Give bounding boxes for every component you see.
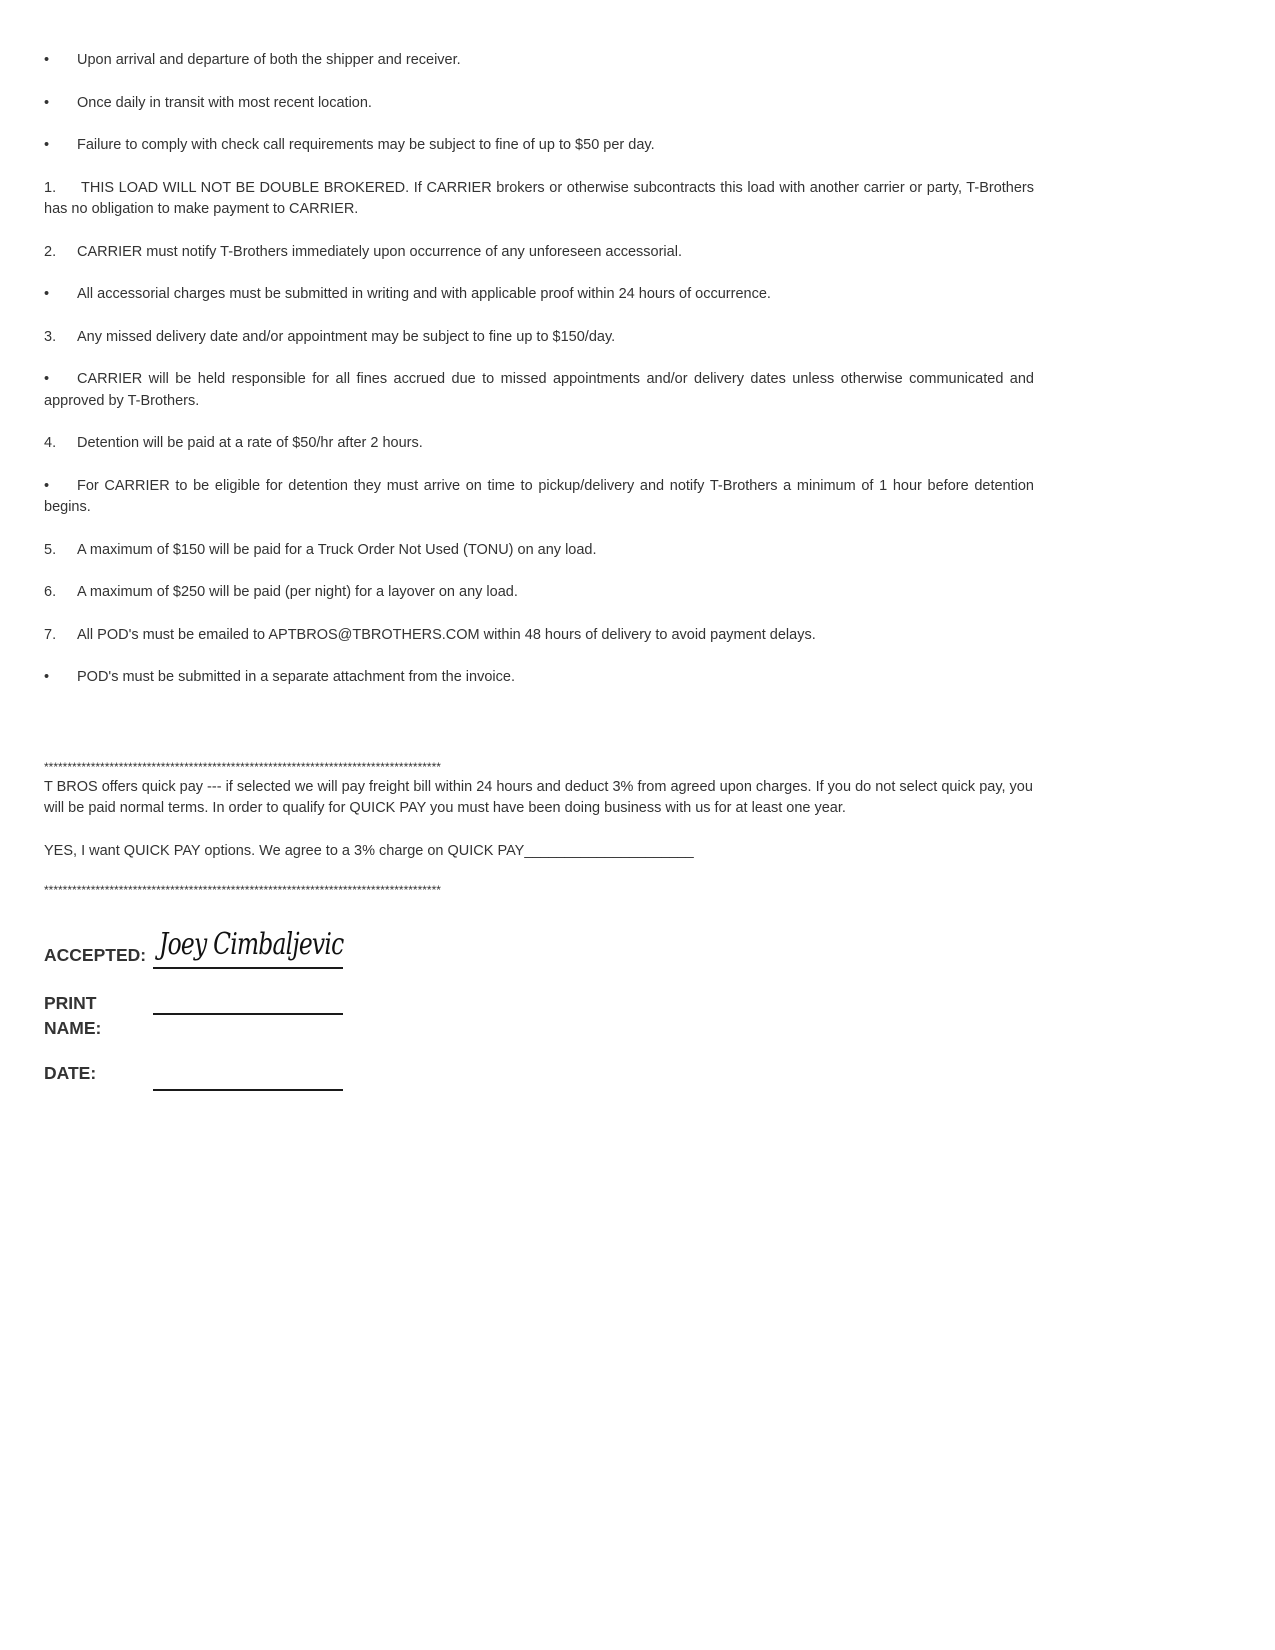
list-item-text: Upon arrival and departure of both the shipper and receiver.: [77, 52, 461, 68]
print-name-label-line1: PRINT: [44, 993, 97, 1013]
date-row: [44, 1055, 1034, 1095]
list-item-text: A maximum of $250 will be paid (per night) for a layover on any load.: [77, 584, 518, 600]
list-item: [44, 178, 1034, 221]
print-name-label: [44, 991, 124, 1041]
list-item-text: A maximum of $150 will be paid for a Truck Order Not Used (TONU) on any load.: [77, 541, 597, 558]
list-item-text: Detention will be paid at a rate of $50/hr after 2 hours.: [77, 435, 423, 451]
acceptance-block: [44, 927, 1034, 1095]
list-item: [44, 433, 1034, 455]
accepted-label: ACCEPTED:: [44, 945, 147, 965]
list-item: [44, 284, 1034, 306]
quick-pay-description: T BROS offers quick pay --- if selected we will pay freight bill within 24 hours and deduct 3% from agreed upon charges. If you do not select quick pay, you will be paid normal terms. In order to qualify for QUICK PAY you must have been doing business with us for at least one year.: [44, 778, 1033, 816]
list-marker: 3.: [44, 328, 57, 345]
list-marker: 6.: [44, 584, 57, 600]
signature: Joey Cimbaljevic: [159, 927, 344, 962]
list-marker: •: [44, 669, 50, 685]
list-item: [44, 327, 1034, 349]
list-marker: 4.: [44, 435, 57, 451]
list-marker: 5.: [44, 541, 57, 558]
quick-pay-yes-option: YES, I want QUICK PAY options. We agree to a 3% charge on QUICK PAY_____________________: [44, 842, 694, 859]
list-item-text: THIS LOAD WILL NOT BE DOUBLE BROKERED. If CARRIER brokers or otherwise subcontracts this load with another carrier or party, T-Brothers has no obligation to make payment to CARRIER.: [44, 179, 1034, 217]
date-line[interactable]: [153, 1089, 343, 1091]
divider-stars-bottom: *************************************************************************************: [44, 883, 441, 897]
list-item-text: Once daily in transit with most recent location.: [77, 94, 372, 111]
list-item: [44, 93, 1034, 115]
list-marker: •: [44, 286, 50, 302]
list-item-text: For CARRIER to be eligible for detention they must arrive on time to pickup/delivery and notify T-Brothers a minimum of 1 hour before detention begins.: [44, 477, 1034, 515]
print-name-label-line2: NAME:: [44, 1018, 102, 1038]
list-marker: 7.: [44, 626, 57, 643]
list-item: [44, 476, 1034, 519]
list-marker: •: [44, 477, 50, 494]
list-marker: •: [44, 94, 50, 111]
list-marker: •: [44, 137, 50, 153]
list-item: [44, 50, 1034, 72]
list-item-text: POD's must be submitted in a separate attachment from the invoice.: [77, 669, 515, 685]
print-name-line[interactable]: [153, 1013, 343, 1015]
list-item-text: Failure to comply with check call requirements may be subject to fine of up to $50 per day.: [77, 137, 655, 153]
list-item: [44, 667, 1034, 689]
list-item: [44, 582, 1034, 604]
list-item-text: All POD's must be emailed to APTBROS@TBROTHERS.COM within 48 hours of delivery to avoid payment delays.: [77, 626, 816, 643]
list-item: [44, 625, 1034, 647]
list-item: [44, 540, 1034, 562]
list-marker: 1.: [44, 179, 57, 196]
list-item: [44, 369, 1034, 412]
list-marker: •: [44, 371, 50, 387]
document-page: [44, 50, 1034, 1095]
date-label: DATE:: [44, 1063, 97, 1083]
print-name-row: [44, 991, 1034, 1055]
list-item-text: All accessorial charges must be submitted in writing and with applicable proof within 24 hours of occurrence.: [77, 286, 771, 302]
section-spacer: [44, 710, 1034, 760]
accepted-row: [44, 927, 1034, 979]
accepted-signature-line[interactable]: [153, 967, 343, 969]
list-item: [44, 242, 1034, 264]
list-item-text: CARRIER will be held responsible for all fines accrued due to missed appointments and/or delivery dates unless otherwise communicated and approved by T-Brothers.: [44, 371, 1034, 409]
list-item-text: Any missed delivery date and/or appointment may be subject to fine up to $150/day.: [77, 328, 616, 345]
divider-stars-top: *************************************************************************************: [44, 759, 441, 774]
list-marker: •: [44, 52, 50, 68]
list-item-text: CARRIER must notify T-Brothers immediately upon occurrence of any unforeseen accessorial.: [77, 243, 682, 260]
list-marker: 2.: [44, 243, 57, 260]
list-item: [44, 135, 1034, 157]
